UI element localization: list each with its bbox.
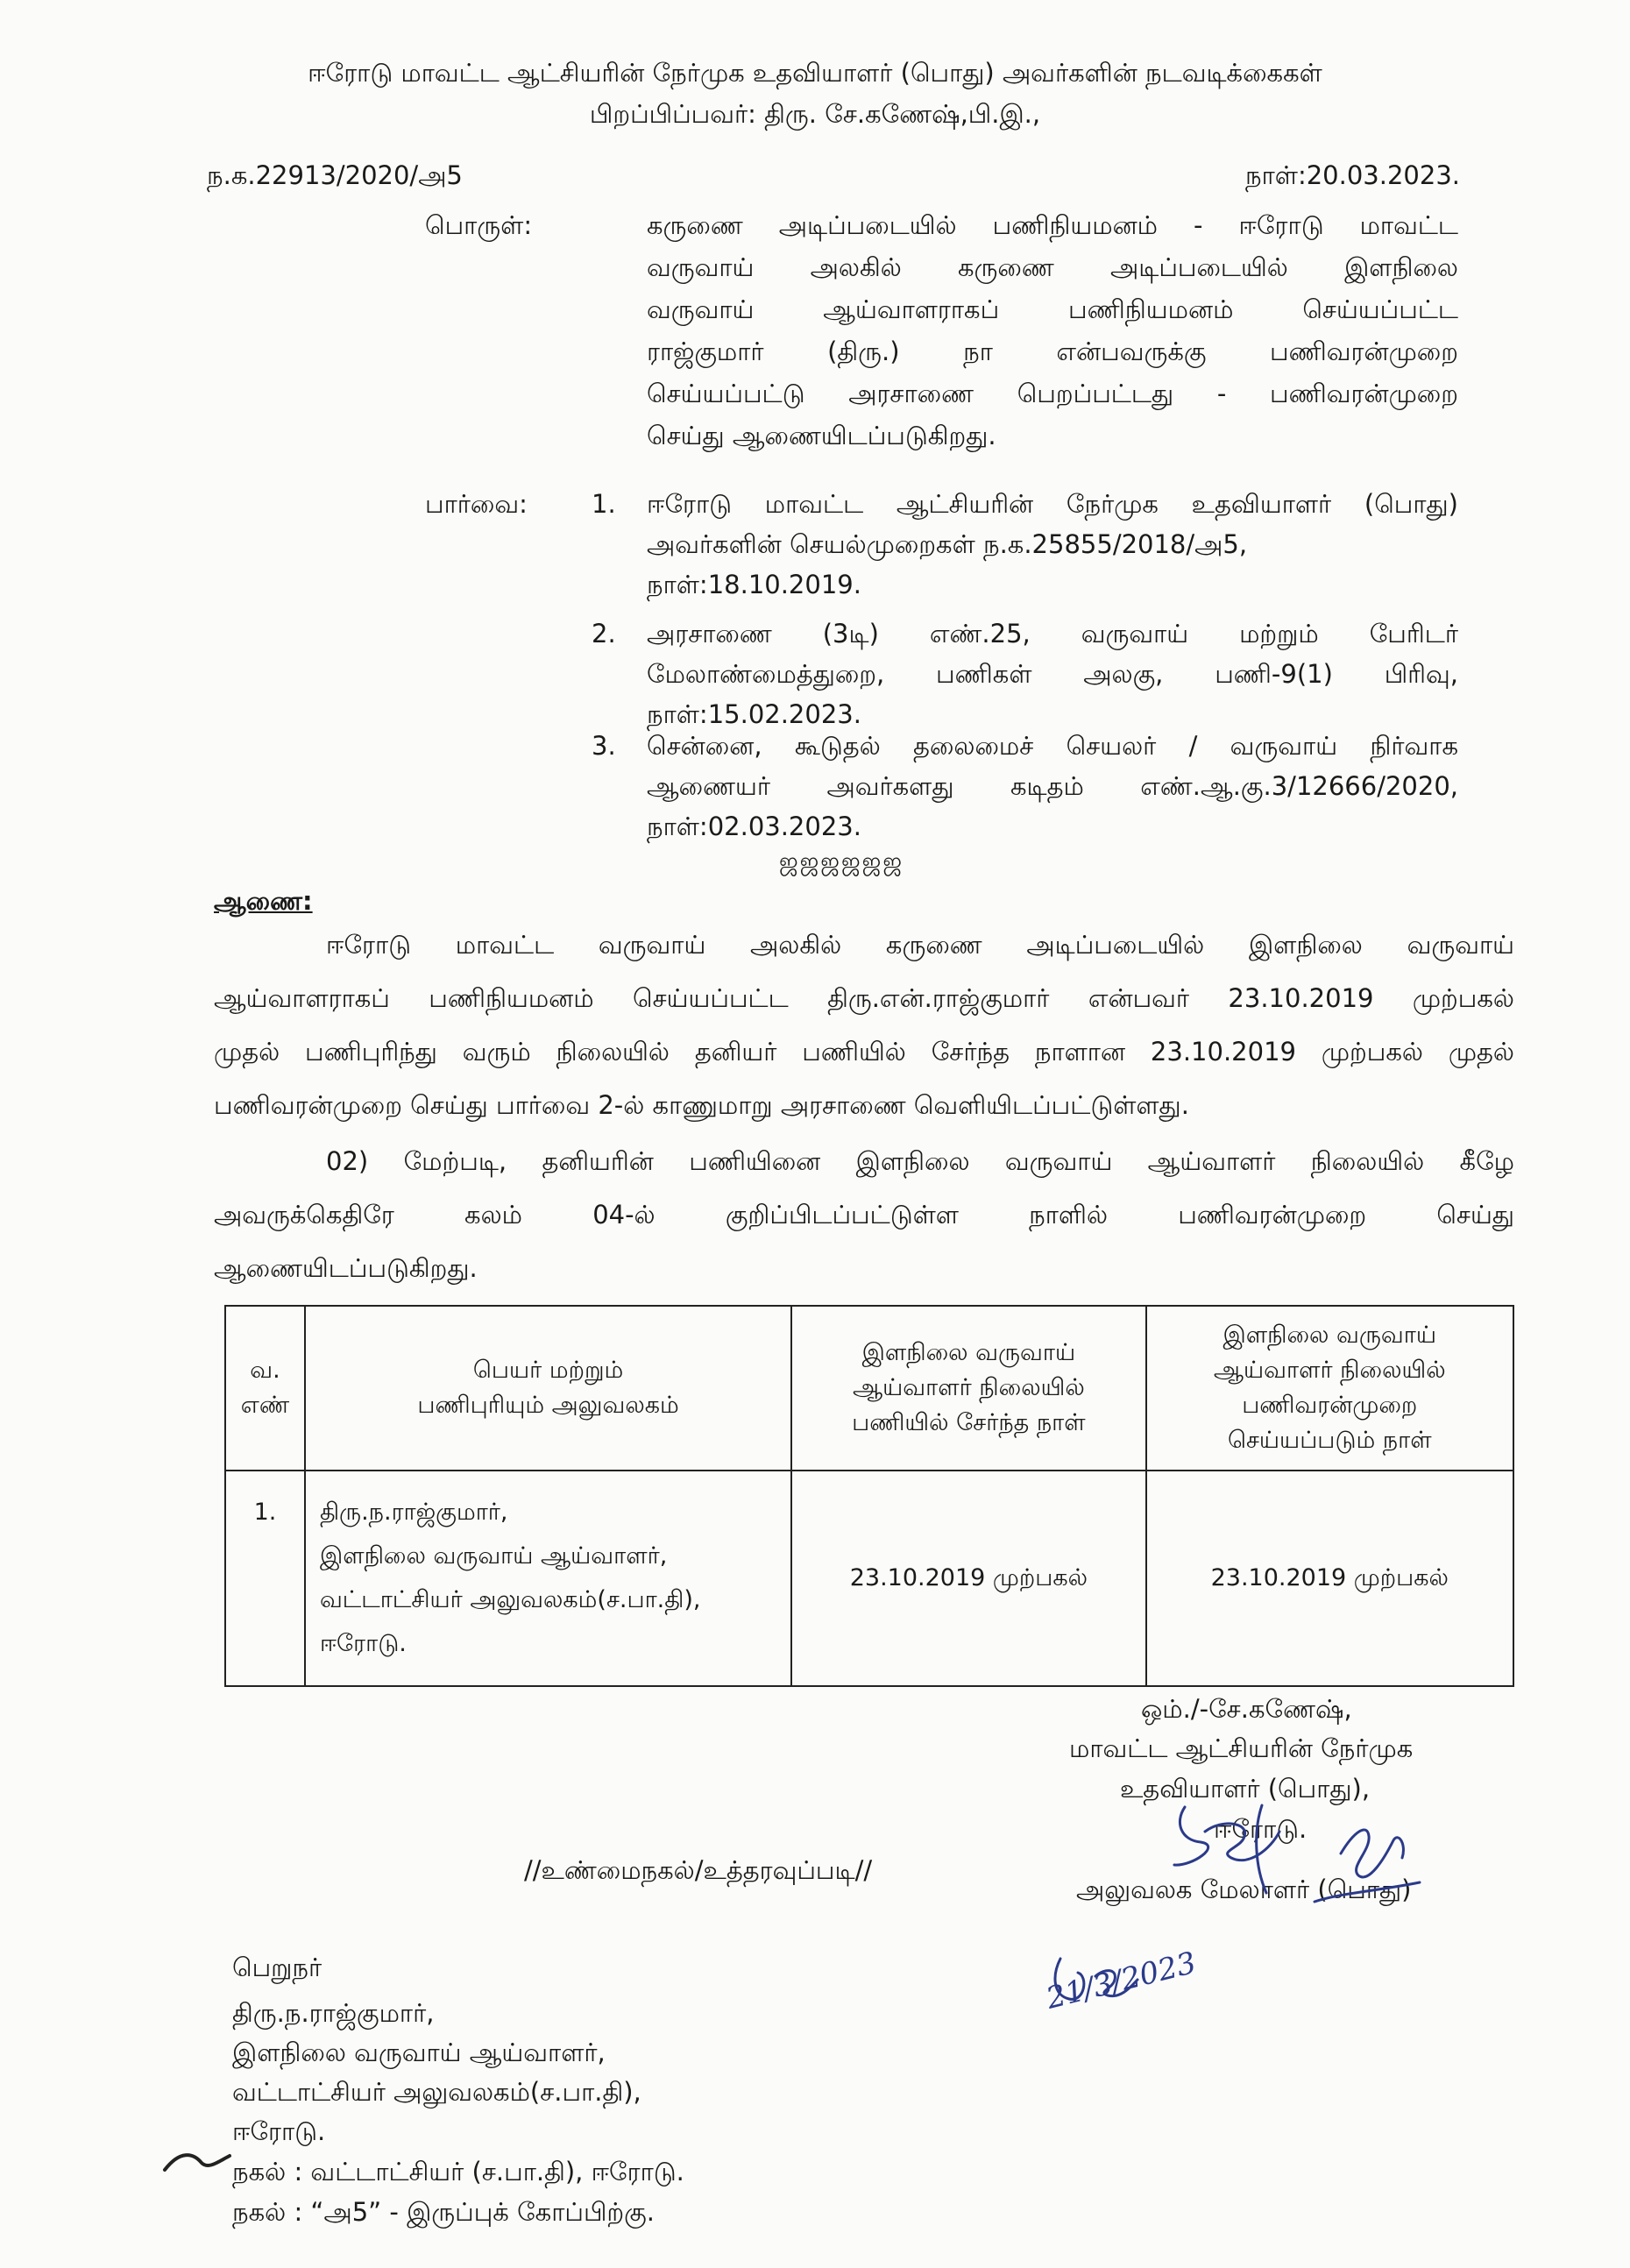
order-paragraph-line: ஆய்வாளராகப் பணிநியமனம் செய்யப்பட்ட திரு.என்.ராஜ்குமார் என்பவர் 23.10.2019 முற்பகல் — [214, 983, 1514, 1013]
subject-label: பொருள்: — [425, 210, 533, 240]
order-paragraph-line: ஆணையிடப்படுகிறது. — [214, 1253, 478, 1283]
references-label: பார்வை: — [425, 489, 528, 519]
reference-number-3: 3. — [592, 731, 616, 761]
subject-line: வருவாய் அலகில் கருணை அடிப்படையில் இளநிலை — [647, 252, 1458, 282]
reference-line: நாள்:15.02.2023. — [647, 699, 861, 729]
regularisation-table — [224, 1305, 1514, 1687]
header-join-date: இளநிலை வருவாய் ஆய்வாளர் நிலையில் பணியில் சேர்ந்த நாள் — [791, 1306, 1145, 1471]
reference-line: நாள்:18.10.2019. — [647, 570, 861, 599]
recipient-line: திரு.ந.ராஜ்குமார், — [232, 1998, 435, 2028]
subject-line: ராஜ்குமார் (திரு.) நா என்பவருக்கு பணிவரன்முறை — [647, 337, 1458, 366]
signature-line: ஈரோடு. — [1214, 1814, 1308, 1844]
office-manager: அலுவலக மேலாளர் (பொது) — [1076, 1875, 1412, 1904]
copy-line: நகல் : வட்டாட்சியர் (ச.பா.தி), ஈரோடு. — [232, 2157, 684, 2186]
recipient-line: இளநிலை வருவாய் ஆய்வாளர், — [232, 2038, 606, 2067]
cell-join-date: 23.10.2019 முற்பகல் — [791, 1471, 1145, 1686]
subject-line: வருவாய் ஆய்வாளராகப் பணிநியமனம் செய்யப்பட்ட — [647, 294, 1458, 324]
section-separator: ஜஜஜஜஜஜ — [778, 848, 904, 875]
subject-line: செய்யப்பட்டு அரசாணை பெறப்பட்டது - பணிவரன்முறை — [647, 379, 1458, 408]
recipient-label: பெறுநர் — [232, 1953, 322, 1982]
header-name-office: பெயர் மற்றும் பணிபுரியும் அலுவலகம் — [305, 1306, 791, 1471]
order-paragraph-line: அவருக்கெதிரே கலம் 04-ல் குறிப்பிடப்பட்டுள்ள நாளில் பணிவரன்முறை செய்து — [214, 1200, 1514, 1230]
reference-number: ந.க.22913/2020/அ5 — [207, 160, 463, 190]
header-line-1: ஈரோடு மாவட்ட ஆட்சியரின் நேர்முக உதவியாளர் (பொது) அவர்களின் நடவடிக்கைகள் — [308, 58, 1322, 88]
header-serial: வ. எண் — [225, 1306, 305, 1471]
reference-line: ஈரோடு மாவட்ட ஆட்சியரின் நேர்முக உதவியாளர் (பொது) — [647, 489, 1458, 519]
order-paragraph-line: முதல் பணிபுரிந்து வரும் நிலையில் தனியர் பணியில் சேர்ந்த நாளான 23.10.2019 முற்பகல் முதல் — [214, 1037, 1514, 1067]
order-paragraph-line: பணிவரன்முறை செய்து பார்வை 2-ல் காணுமாறு அரசாணை வெளியிடப்பட்டுள்ளது. — [214, 1090, 1189, 1120]
reference-number-2: 2. — [592, 619, 616, 649]
subject-line: செய்து ஆணையிடப்படுகிறது. — [647, 421, 996, 450]
cell-name-office: திரு.ந.ராஜ்குமார், இளநிலை வருவாய் ஆய்வாளர், வட்டாட்சியர் அலுவலகம்(ச.பா.தி), ஈரோடு. — [305, 1471, 791, 1686]
reference-number-1: 1. — [592, 489, 616, 519]
header-line-2: பிறப்பிப்பவர்: திரு. சே.கணேஷ்,பி.இ., — [589, 99, 1041, 129]
order-label: ஆணை: — [214, 886, 313, 916]
true-copy-note: //உண்மைநகல்/உத்தரவுப்படி// — [524, 1855, 873, 1885]
tick-mark-icon — [158, 2144, 237, 2179]
table-header-row — [225, 1306, 1513, 1471]
recipient-line: வட்டாட்சியர் அலுவலகம்(ச.பா.தி), — [232, 2077, 641, 2107]
header-regularisation-date: இளநிலை வருவாய் ஆய்வாளர் நிலையில் பணிவரன்முறை செய்யப்படும் நாள் — [1146, 1306, 1513, 1471]
cell-serial: 1. — [225, 1471, 305, 1686]
signature-line: ஒம்./-சே.கணேஷ், — [1141, 1694, 1352, 1724]
recipient-line: ஈரோடு. — [232, 2116, 326, 2146]
table-row — [225, 1471, 1513, 1686]
reference-line: மேலாண்மைத்துறை, பணிகள் அலகு, பணி-9(1) பிரிவு, — [647, 659, 1458, 689]
signature-scribble-icon — [1139, 1770, 1455, 1919]
handwritten-date: 21/3/2023 — [1043, 1945, 1200, 2016]
reference-line: ஆணையர் அவர்களது கடிதம் எண்.ஆ.கு.3/12666/2020, — [647, 771, 1458, 801]
order-paragraph-line: ஈரோடு மாவட்ட வருவாய் அலகில் கருணை அடிப்படையில் இளநிலை வருவாய் — [326, 930, 1514, 960]
reference-line: நாள்:02.03.2023. — [647, 812, 861, 841]
subject-line: கருணை அடிப்படையில் பணிநியமனம் - ஈரோடு மாவட்ட — [647, 210, 1458, 240]
reference-line: அவர்களின் செயல்முறைகள் ந.க.25855/2018/அ5, — [647, 529, 1248, 559]
order-paragraph-line: 02) மேற்படி, தனியரின் பணியினை இளநிலை வருவாய் ஆய்வாளர் நிலையில் கீழே — [326, 1146, 1514, 1176]
order-date: நாள்:20.03.2023. — [1245, 160, 1460, 190]
reference-line: சென்னை, கூடுதல் தலைமைச் செயலர் / வருவாய் நிர்வாக — [647, 731, 1458, 761]
reference-line: அரசாணை (3டி) எண்.25, வருவாய் மற்றும் பேரிடர் — [647, 619, 1458, 649]
cell-regularisation-date: 23.10.2019 முற்பகல் — [1146, 1471, 1513, 1686]
copy-line: நகல் : “அ5” - இருப்புக் கோப்பிற்கு. — [232, 2197, 655, 2227]
signature-line: மாவட்ட ஆட்சியரின் நேர்முக — [1069, 1733, 1414, 1763]
signature-line: உதவியாளர் (பொது), — [1120, 1774, 1371, 1804]
